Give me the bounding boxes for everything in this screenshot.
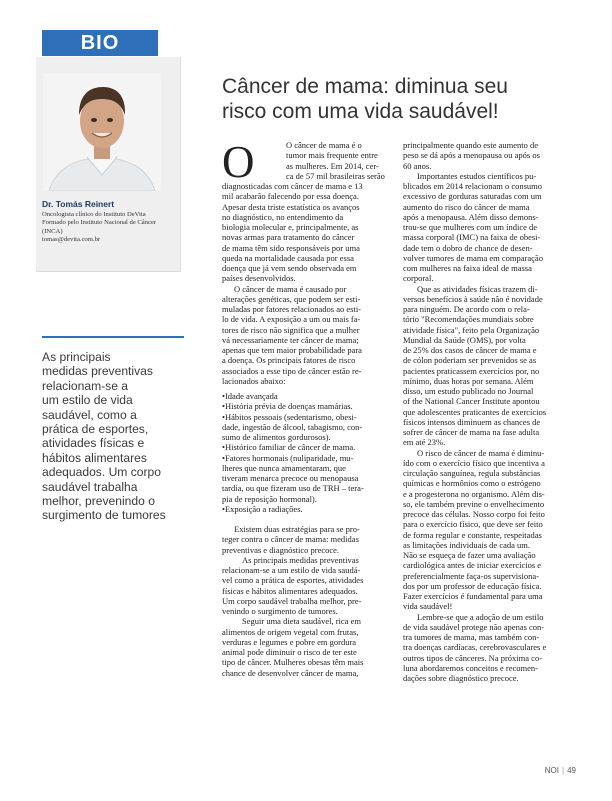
article-text-line: excessivo de gorduras saturadas com um bbox=[403, 191, 542, 202]
article-text-line: dade, ingestão de álcool, tabagismo, con- bbox=[222, 421, 363, 432]
article-text-line: luna abordaremos conceitos e recomen- bbox=[403, 662, 538, 673]
author-description bbox=[42, 211, 178, 244]
article-text-line: volver tumores de mama em comparação bbox=[403, 252, 543, 263]
article-text-line: de cólon poderiam ser prevenidos se as bbox=[403, 355, 537, 366]
article-text-line: As principais medidas preventivas bbox=[242, 554, 359, 565]
article-text-line: Que as atividades físicas trazem di- bbox=[417, 283, 538, 294]
article-text-line: •Idade avançada bbox=[222, 391, 278, 401]
pull-quote-line: saudável trabalha bbox=[42, 479, 138, 494]
pull-quote-line: As principais bbox=[42, 350, 111, 364]
article-text-line: O câncer de mama é o bbox=[286, 140, 362, 150]
article-text-line: blicados em 2014 relacionam o consumo bbox=[403, 181, 543, 191]
article-text-line: of the National Cancer Institute apontou bbox=[403, 396, 540, 407]
article-text-line: apenas que tem maior probabilidade para bbox=[222, 345, 362, 355]
article-text-line: Importantes estudos científicos pu- bbox=[417, 170, 537, 181]
article-text-line: para o exercício físico, que deve ser feito bbox=[403, 519, 543, 530]
article-text-line: tumor mais frequente entre bbox=[286, 150, 378, 161]
article-text-line: Seguir uma dieta saudável, rica em bbox=[242, 616, 361, 627]
article-text-line: físicas e hábitos alimentares adequados. bbox=[222, 585, 358, 596]
article-text-line: em até 23%. bbox=[403, 437, 446, 448]
pull-quote-line: um estilo de vida bbox=[42, 393, 133, 408]
article-text-line: animal pode diminuir o risco de ter este bbox=[222, 647, 357, 657]
article-text-line: outros tipos de cânceres. Na próxima co- bbox=[403, 652, 543, 663]
headline-line: Câncer de mama: diminua seu bbox=[222, 75, 508, 98]
article-text-line: Lembre-se que a adoção de um estilo bbox=[417, 611, 544, 622]
magazine-name: NOI bbox=[544, 766, 560, 775]
article-text-line: e a progesterona no organismo. Além dis- bbox=[403, 488, 545, 499]
article-text-line: as limitações individuais de cada um. bbox=[403, 539, 530, 550]
article-text-line: so, ele também previne o envelhecimento bbox=[403, 498, 545, 509]
article-text-line: vel como a prática de esportes, atividades bbox=[222, 575, 364, 586]
article-text-line: •Hábitos pessoais (sedentarismo, obesi- bbox=[222, 411, 357, 422]
article-text-line: O risco de câncer de mama é diminu- bbox=[417, 447, 545, 458]
article-text-line: relacionam-se a um estilo de vida saudá- bbox=[222, 565, 361, 575]
pull-quote-line: relacionam-se a bbox=[42, 378, 129, 393]
author-credential: (INCA) bbox=[42, 227, 63, 235]
article-text-line: 60 anos. bbox=[403, 160, 432, 171]
article-text-line: dações sobre diagnóstico precoce. bbox=[403, 673, 519, 683]
article-text-line: chance de desenvolver câncer de mama, bbox=[222, 667, 359, 678]
article-text-line: muladas por fatores relacionados ao esti- bbox=[222, 304, 362, 314]
author-portrait-image bbox=[43, 73, 161, 191]
author-credential: Formado pelo Instituto Nacional de Câncer bbox=[42, 219, 157, 227]
bio-tag: BIO bbox=[42, 30, 158, 56]
article-text-line: ca de 57 mil brasileiras serão bbox=[286, 170, 385, 181]
article-text-line: a doença. Os principais fatores de risco bbox=[222, 355, 356, 366]
article-text-line: peso se dá após a menopausa ou após os bbox=[403, 150, 540, 161]
article-text-line: principalmente quando este aumento de bbox=[403, 140, 539, 150]
article-text-line: biologia molecular e, principalmente, as bbox=[222, 222, 359, 232]
author-credential: Oncologista clínico do Instituto DeVita bbox=[42, 211, 146, 218]
article-text-line: doença que já vem sendo observada em bbox=[222, 263, 357, 273]
article-text-line: após a menopausa. Além disso demons- bbox=[403, 211, 539, 222]
article-text-line: alimentos de origem vegetal com frutas, bbox=[222, 626, 359, 637]
article-text-line: •Exposição a radiações. bbox=[222, 503, 303, 514]
pull-quote-line: prática de esportes, bbox=[42, 422, 149, 437]
article-text-line: •Histórico familiar de câncer de mama. bbox=[222, 442, 356, 453]
article-text-line: trou-se que mulheres com um índice de bbox=[403, 222, 538, 232]
author-email[interactable]: tomas@devita.com.br bbox=[42, 235, 101, 243]
article-text-line: O câncer de mama é causado por bbox=[234, 283, 347, 294]
footer-separator: | bbox=[562, 766, 565, 775]
article-text-line: Apesar desta triste estatística os avanços bbox=[222, 201, 360, 212]
article-text-line: precoce das células. Nosso corpo foi feito bbox=[403, 509, 545, 519]
article-text-line: aumento do risco do câncer de mama bbox=[403, 201, 530, 212]
author-photo bbox=[43, 73, 161, 191]
article-text-line: mil acabarão falecendo por essa doença. bbox=[222, 191, 359, 202]
bio-box bbox=[36, 57, 181, 272]
article-text-line: corporal. bbox=[403, 273, 434, 284]
article-text-line: preventivas e diagnóstico precoce. bbox=[222, 544, 340, 555]
article-text-line: de 25% dos casos de câncer de mama e bbox=[403, 345, 537, 355]
article-text-line: Um corpo saudável trabalha melhor, pre- bbox=[222, 595, 362, 606]
article-text-line: circulação sanguínea, regula substâncias bbox=[403, 468, 541, 478]
article-text-line: mínimo, duas horas por semana. Além bbox=[403, 375, 534, 386]
article-text-line: que adolescentes praticantes de exercícios bbox=[403, 406, 547, 417]
article-text-line: tiveram menarca precoce ou menopausa bbox=[222, 473, 359, 483]
sidebar-divider bbox=[42, 336, 184, 338]
article-text-line: com mulheres na faixa ideal de massa bbox=[403, 263, 532, 273]
article-text-line: químicas e hormônios como o estrógeno bbox=[403, 478, 541, 489]
article-text-line: físicos intensos diminuem as chances de bbox=[403, 416, 541, 427]
article-text-line: alterações genéticas, que podem ser esti- bbox=[222, 293, 361, 304]
pull-quote-line: surgimento de tumores bbox=[42, 508, 166, 523]
article-text-line: dade tem o dobro de chance de desen- bbox=[403, 242, 533, 253]
sidebar-pull-quote bbox=[42, 350, 187, 523]
article-text-line: disso, um estudo publicado no Journal bbox=[403, 386, 534, 396]
article-text-line: sofrer de câncer de mama na fase adulta bbox=[403, 427, 540, 437]
article-column-2 bbox=[403, 140, 573, 683]
article-text-line: as mulheres. Em 2014, cer- bbox=[286, 160, 379, 171]
article-text-line: pia de reposição hormonal). bbox=[222, 493, 317, 504]
article-text-line: Mundial da Saúde (OMS), por volta bbox=[403, 334, 526, 345]
article-text-line: verduras e legumes e pobre em gordura bbox=[222, 636, 357, 647]
page-footer bbox=[545, 766, 576, 775]
article-text-line: preferencialmente faça-os supervisiona- bbox=[403, 570, 539, 581]
pull-quote-line: hábitos alimentares bbox=[42, 450, 147, 465]
article-text-line: dos por um professor de educação física. bbox=[403, 580, 542, 591]
article-text-line: para ninguém. De acordo com o rela- bbox=[403, 304, 530, 314]
article-text-line: no diagnóstico, no entendimento da bbox=[222, 211, 344, 222]
pull-quote-line: saudável, como a bbox=[42, 407, 137, 422]
article-text-line: novas armas para tratamento do câncer bbox=[222, 232, 355, 243]
article-text-line: teger contra o câncer de mama: medidas bbox=[222, 534, 359, 545]
article-text-line: vá necessariamente ter câncer de mama; bbox=[222, 334, 359, 345]
article-text-line: tra tumores de mama, mas também con- bbox=[403, 632, 540, 642]
article-text-line: associados a esse tipo de câncer estão re- bbox=[222, 365, 362, 376]
article-text-line: Fazer exercícios é fundamental para uma bbox=[403, 591, 543, 601]
article-text-line: •Fatores hormonais (nuliparidade, mu- bbox=[222, 452, 354, 463]
article-text-line: lheres que nunca amamentaram, que bbox=[222, 462, 346, 473]
article-text-line: cardiológica antes de iniciar exercícios e bbox=[403, 560, 542, 571]
article-text-line: •História prévia de doenças mamárias. bbox=[222, 401, 353, 412]
article-text-line: tores de risco não significa que a mulher bbox=[222, 324, 360, 335]
article-text-line: sumo de alimentos gordurosos). bbox=[222, 432, 331, 442]
article-text-line: vida saudável! bbox=[403, 601, 453, 612]
article-text-line: Não se esqueça de fazer uma avaliação bbox=[403, 550, 536, 560]
drop-cap: O bbox=[222, 137, 255, 187]
pull-quote-line: melhor, prevenindo o bbox=[42, 494, 155, 509]
article-text-line: de forma regular e constante, respeitadas bbox=[403, 529, 542, 540]
article-text-line: de mama têm sido responsáveis por uma bbox=[222, 242, 360, 253]
article-headline bbox=[222, 74, 582, 124]
headline-line: risco com uma vida saudável! bbox=[222, 100, 499, 123]
article-column-1 bbox=[222, 137, 392, 678]
article-text-line: ído com o exercício físico que incentiva a bbox=[403, 457, 545, 468]
article-text-line: massa corporal (IMC) na faixa de obesi- bbox=[403, 232, 541, 243]
article-text-line: diagnosticadas com câncer de mama e 13 bbox=[222, 181, 363, 191]
article-text-line: venindo o surgimento de tumores. bbox=[222, 606, 338, 616]
article-text-line: lo de vida. A exposição a um ou mais fa- bbox=[222, 314, 361, 325]
article-text-line: tório "Recomendações mundiais sobre bbox=[403, 314, 534, 325]
article-text-line: tipo de câncer. Mulheres obesas têm mais bbox=[222, 657, 364, 668]
article-text-line: queda na mortalidade causada por essa bbox=[222, 252, 354, 263]
article-text-line: tra doenças cardíacas, cerebrovasculares e bbox=[403, 642, 547, 653]
article-text-line: Existem duas estratégias para se pro- bbox=[234, 524, 360, 534]
pull-quote-line: atividades físicas e bbox=[42, 436, 145, 451]
article-text-line: países desenvolvidos. bbox=[222, 273, 296, 284]
author-name: Dr. Tomás Reinert bbox=[42, 199, 115, 209]
pull-quote-line: medidas preventivas bbox=[42, 364, 153, 379]
page-number: 49 bbox=[567, 766, 576, 775]
pull-quote-line: adequados. Um corpo bbox=[42, 465, 161, 480]
article-text-line: de vida saudável protege não apenas con- bbox=[403, 621, 545, 632]
article-text-line: tardia, ou que fizeram uso de TRH – tera- bbox=[222, 483, 364, 494]
article-text-line: pacientes praticassem exercícios por, no bbox=[403, 365, 540, 376]
article-text-line: lacionados abaixo: bbox=[222, 375, 286, 386]
article-text-line: atividade física", feito pela Organização bbox=[403, 324, 540, 335]
article-text-line: versos benefícios à saúde não é novidade bbox=[403, 293, 543, 304]
